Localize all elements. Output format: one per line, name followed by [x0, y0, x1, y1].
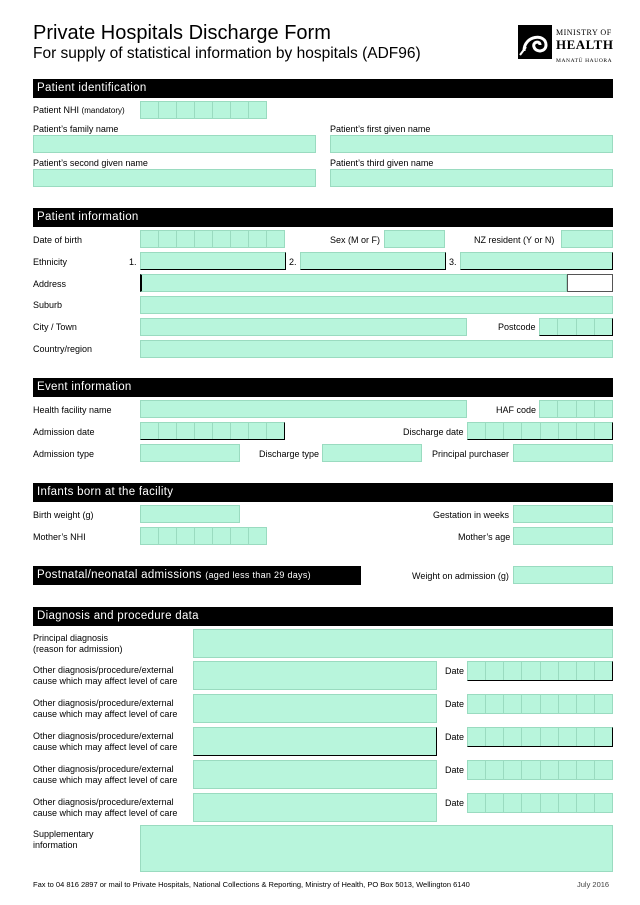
haf-label: HAF code	[496, 405, 537, 415]
mothers-age-label: Mother’s age	[458, 532, 511, 542]
section-event-information: Event information	[33, 378, 613, 397]
section-patient-information: Patient information	[33, 208, 613, 227]
nhi-field[interactable]	[140, 101, 267, 119]
third-given-field[interactable]	[330, 169, 613, 187]
logo-line3: MANATŪ HAUORA	[556, 58, 613, 64]
gestation-field[interactable]	[513, 505, 613, 523]
birth-weight-label: Birth weight (g)	[33, 510, 94, 520]
country-field[interactable]	[140, 340, 613, 358]
dob-label: Date of birth	[33, 235, 83, 245]
section-infants: Infants born at the facility	[33, 483, 613, 502]
date-1-label: Date	[445, 666, 465, 676]
other-diagnosis-3-field[interactable]	[193, 727, 437, 756]
supplementary-label: Supplementary information	[33, 829, 94, 850]
other-diagnosis-5-field[interactable]	[193, 793, 437, 822]
third-given-label: Patient’s third given name	[330, 158, 434, 168]
family-name-field[interactable]	[33, 135, 316, 153]
nz-resident-field[interactable]	[561, 230, 613, 248]
family-name-label: Patient’s family name	[33, 124, 119, 134]
address-field-end[interactable]	[567, 274, 613, 292]
postcode-label: Postcode	[498, 322, 536, 332]
admission-date-label: Admission date	[33, 427, 95, 437]
logo-line2: HEALTH	[556, 37, 614, 52]
mothers-nhi-field[interactable]	[140, 527, 267, 545]
first-given-field[interactable]	[330, 135, 613, 153]
discharge-type-field[interactable]	[322, 444, 422, 462]
ethnicity-label: Ethnicity	[33, 257, 68, 267]
form-title: Private Hospitals Discharge Form	[33, 22, 331, 44]
address-field[interactable]	[140, 274, 567, 292]
footer-text: Fax to 04 816 2897 or mail to Private Hospitals, National Collections & Reporting, Ministry of Health, PO Box 5013, Wellington 6140	[33, 880, 470, 889]
gestation-label: Gestation in weeks	[433, 510, 510, 520]
date-4-label: Date	[445, 765, 465, 775]
section-patient-identification: Patient identification	[33, 79, 613, 98]
facility-field[interactable]	[140, 400, 467, 418]
discharge-date-field[interactable]	[467, 422, 613, 440]
ethnicity-3-field[interactable]	[460, 252, 613, 270]
date-5-field[interactable]	[467, 793, 613, 813]
city-label: City / Town	[33, 322, 77, 332]
weight-admission-label: Weight on admission (g)	[412, 571, 509, 581]
second-given-label: Patient’s second given name	[33, 158, 148, 168]
discharge-date-label: Discharge date	[403, 427, 464, 437]
nhi-label: Patient NHI (mandatory)	[33, 105, 125, 115]
address-label: Address	[33, 279, 67, 289]
sex-field[interactable]	[384, 230, 445, 248]
other-diagnosis-2-label: Other diagnosis/procedure/external cause which may affect level of care	[33, 698, 178, 719]
birth-weight-field[interactable]	[140, 505, 240, 523]
mothers-nhi-label: Mother’s NHI	[33, 532, 86, 542]
ethnicity-1-label: 1.	[129, 257, 137, 267]
date-1-field[interactable]	[467, 661, 613, 681]
section-postnatal: Postnatal/neonatal admissions (aged less than 29 days)	[33, 566, 361, 585]
koru-logo-icon	[518, 25, 552, 59]
city-field[interactable]	[140, 318, 467, 336]
date-4-field[interactable]	[467, 760, 613, 780]
supplementary-field[interactable]	[140, 825, 613, 872]
other-diagnosis-4-label: Other diagnosis/procedure/external cause which may affect level of care	[33, 764, 178, 785]
ethnicity-2-label: 2.	[289, 257, 297, 267]
ethnicity-2-field[interactable]	[300, 252, 446, 270]
mothers-age-field[interactable]	[513, 527, 613, 545]
suburb-field[interactable]	[140, 296, 613, 314]
admission-date-field[interactable]	[140, 422, 285, 440]
ethnicity-3-label: 3.	[449, 257, 457, 267]
postcode-field[interactable]	[539, 318, 613, 336]
nz-resident-label: NZ resident (Y or N)	[474, 235, 555, 245]
principal-diagnosis-field[interactable]	[193, 629, 613, 658]
facility-label: Health facility name	[33, 405, 112, 415]
section-diagnosis: Diagnosis and procedure data	[33, 607, 613, 626]
other-diagnosis-2-field[interactable]	[193, 694, 437, 723]
admission-type-label: Admission type	[33, 449, 95, 459]
sex-label: Sex (M or F)	[330, 235, 381, 245]
haf-field[interactable]	[539, 400, 613, 418]
date-2-label: Date	[445, 699, 465, 709]
form-subtitle: For supply of statistical information by hospitals (ADF96)	[33, 45, 421, 62]
country-label: Country/region	[33, 344, 93, 354]
other-diagnosis-3-label: Other diagnosis/procedure/external cause which may affect level of care	[33, 731, 178, 752]
ministry-logo	[518, 25, 614, 67]
second-given-field[interactable]	[33, 169, 316, 187]
date-2-field[interactable]	[467, 694, 613, 714]
other-diagnosis-4-field[interactable]	[193, 760, 437, 789]
dob-field[interactable]	[140, 230, 285, 248]
ethnicity-1-field[interactable]	[140, 252, 286, 270]
purchaser-field[interactable]	[513, 444, 613, 462]
suburb-label: Suburb	[33, 300, 63, 310]
date-3-label: Date	[445, 732, 465, 742]
admission-type-field[interactable]	[140, 444, 240, 462]
discharge-type-label: Discharge type	[259, 449, 320, 459]
other-diagnosis-5-label: Other diagnosis/procedure/external cause which may affect level of care	[33, 797, 178, 818]
principal-diagnosis-label: Principal diagnosis (reason for admission)	[33, 633, 123, 654]
footer-date: July 2016	[577, 880, 610, 889]
date-3-field[interactable]	[467, 727, 613, 747]
other-diagnosis-1-field[interactable]	[193, 661, 437, 690]
weight-admission-field[interactable]	[513, 566, 613, 584]
first-given-label: Patient’s first given name	[330, 124, 431, 134]
date-5-label: Date	[445, 798, 465, 808]
other-diagnosis-1-label: Other diagnosis/procedure/external cause which may affect level of care	[33, 665, 178, 686]
purchaser-label: Principal purchaser	[432, 449, 510, 459]
logo-line1: MINISTRY OF	[556, 28, 612, 37]
